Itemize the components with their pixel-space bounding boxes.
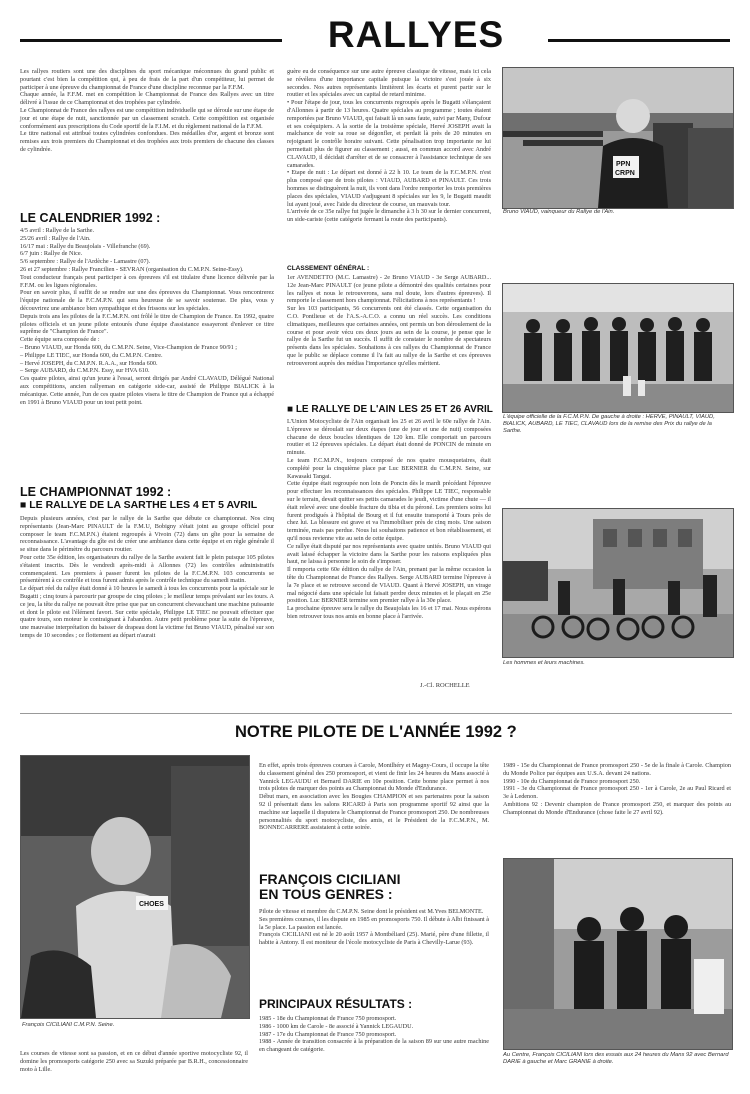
- ain-heading: ■ LE RALLYE DE L'AIN LES 25 ET 26 AVRIL: [287, 404, 493, 415]
- championnat-heading: LE CHAMPIONNAT 1992 :: [20, 485, 172, 499]
- col2-text: guère eu de conséquence sur une autre épreuve classique de vitesse, mais ici cela se révélera d'une importance capitale puisque la victoire s'est jouée à six secondes. Nos autres représentants limitèrent les écarts et purent partir sur le routier et les spéciales avec un capital de retard minime. • Pour l'étape de jour, tous les concurrents regroupés après le Bugatti s'élançaient d'Allonnes à partir de 13 heures. Quatre spéciales au programme ; toutes étaient remportées par Bruno VIAUD, qui faisait là un sans faute, suivi par Many, Dufour et ses coéquipiers. A la sortie de la troisième spéciale, Hervé JOSEPH avait la malchance de voir sa roue se dégonfler, et perdait là près de 20 minutes en rejoignant le contrôle horaire suivant. Cette pénalisation trop importante ne lui permettait plus de figurer au classement ; aussi, en commun accord avec André CLAVAUD, il décidait d'arrêter et de se consacrer à l'assistance technique de ses camarades. • Etape de nuit : Le départ est donné à 22 h 10. Le team de la F.C.M.P.N. n'est plus composé que de trois pilotes : VIAUD, AUBARD et PINAULT. Ces trois hommes se distinguèrent la nuit, ils vont dans l'ordre remporter les trois premières places des spéciales, VIAUD s'adjugeant 8 spéciales sur les 9, le Bugatti maudit lui ayant joué, avec l'aide du directeur de course, un mauvais tour. L'arrivée de ce 35e rallye fut jugée le dimanche à 3 h 30 sur le dernier concurrent, un side-cariste (cette catégorie fermant la route des participants).: [287, 68, 491, 224]
- ain-text: L'Union Motocycliste de l'Ain organisait les 25 et 26 avril le 60e rallye de l'Ain. L'épreuve se déroulait sur deux étapes (une de jour et une de nuit) composées chacune de deux boucles identiques de 120 km. Elle comportait un parcours routier et 12 épreuves spéciales. Le départ était donné de PONCIN de minute en minute. Le team F.C.M.P.N., toujours composé de nos quatre mousquetaires, était complété pour la cinquième place par Luc BERNIER du C.M.P.N. Seine, sur Kawasaki Tangai. Cette équipe était regroupée non loin de Poncin dès le mardi précédant l'épreuve pour effectuer les reconnaissances des spéciales. Philippe LE TIEC, responsable sur le terrain, devait quitter ses petits camarades le jeudi, victime d'une chute — il était relevé avec une double fracture du tibia et du péroné. Les premiers soins lui furent prodigués à l'hôpital de Bourg et il fut ensuite transporté à Tours près de chez lui. La blessure est grave et va l'immobiliser près de cinq mois. Une saison terminée, mais pas perdue. Nous lui souhaitons patience et bon rétablissement, et qu'il nous revienne vite au sein de cette équipe. Ce rallye était disputé par nos représentants avec quatre unités. Bruno VIAUD qui avait laissé échapper la victoire dans la Sarthe pour les raisons expliquées plus haut, ne laissa à personne le soin de s'imposer. Il remporta cette 60e édition du rallye de l'Ain, prenant par la même occasion la tête du Championnat de France des Rallyes. Serge AUBARD termine l'épreuve à la 7e place et se retrouve second de VIAUD. Quant à Hervé JOSEPH, un virage mal négocié dans une spéciale lui faisait perdre deux minutes et le plaçait en 25e position. Luc BERNIER termine son premier rallye à la 30e place. La prochaine épreuve sera le rallye du Beaujolais les 16 et 17 mai. Nous espérons bien retrouver tous nos amis en bonne place à l'arrivée.: [287, 418, 491, 620]
- ciciliani-portrait-image: [21, 756, 249, 1018]
- pilote-intro-right: 1989 - 15e du Championnat de France promosport 250 - 5e de la finale à Carole. Champion du Monde Police par équipes aux U.S.A. devant 24 nations. 1990 - 10e du Championnat de France promosport 250. 1991 - 3e du Championnat de France promosport 250 - 1er à Carole, 2e au Paul Ricard et 3e à Ledenon. Ambitions 92 : Devenir champion de France promosport 250, et marquer des points au Championnat du Monde d'Endurance (chose faite le 27 avril 92).: [503, 762, 731, 816]
- results-heading: PRINCIPAUX RÉSULTATS :: [259, 997, 413, 1011]
- caption-bruno-viaud: Bruno VIAUD, vainqueur du Rallye de l'Ain.: [503, 209, 615, 215]
- calendar-text: 4/5 avril : Rallye de la Sarthe. 25/26 avril : Rallye de l'Ain. 16/17 mai : Rallye du Beaujolais - Villefranche (69). 6/7 juin : Rallye de Nice. 5/6 septembre : Rallye de l'Ardèche - Lamastre (07). 26 et 27 septembre : Rallye Francilien - SEVRAN (organisation du C.M.P.N. Seine-Essy). Tout conducteur français peut participer à ces épreuves s'il est titulaire d'une licence délivrée par la F.F.M. ou les ligues régionales. Pour en savoir plus, il suffit de se rendre sur une des épreuves du Championnat. Vous rencontrerez l'équipe nationale de la F.C.M.P.N. qui sera heureuse de se savoir soutenue. De plus, vous y découvrirez une ambiance bien sympathique et des frissons sur les spéciales. Depuis trois ans les pilotes de la F.C.M.P.N. ont frôlé le titre de Champion de France. En 1992, quatre pilotes officiels et un jeune pilote entourés d'une équipe d'assistance essayeront d'enlever ce titre suprême de "Champion de France". Cette équipe sera composée de : – Bruno VIAUD, sur Honda 600, du C.M.P.N. Seine, Vice-Champion de France 90/91 ; – Philippe LE TIEC, sur Honda 600, du C.M.P.N. Centre. – Hervé JOSEPH, du C.M.P.N. R.A.A., sur Honda 600. – Serge AUBARD, du C.M.P.N. Essy, sur HVA 610. Ces quatre pilotes, ainsi qu'un jeune à l'essai, seront dirigés par André CLAVAUD, Délégué National aux compétitions, ancien rallyeman en catégorie side-car, assisté de Philippe BIALICK à la mécanique. Cette année, l'un de ces quatre pilotes visera le titre de Champion de France qui a échappé en 1991 à Bruno VIAUD pour un tout petit point.: [20, 227, 274, 406]
- signature: J.-Cl. ROCHELLE: [420, 682, 470, 689]
- intro-text: Les rallyes routiers sont une des disciplines du sport mécanique méconnues du grand public et pourtant c'est bien la compétition qui, à peu de frais de la part d'un compétiteur, lui permet de participer à une épreuve du championnat de France d'une discipline reconnue par la F.F.M. Chaque année, la F.F.M. met en compétition le Championnat de France des Rallyes avec un titre délivré à l'issue de ce Championnat et des trophées par cylindrée. Le Championnat de France des rallyes est une compétition individuelle qui se déroule sur une étape de jour et une étape de nuit, sanctionnée par un classement scratch. Cette compétition est organisée conformément aux prescriptions du Code sportif de la F.I.M. et du règlement national de la F.F.M. Le titre national est attribué toutes cylindrées confondues. Des médailles d'or, argent et bronze sont remises aux trois premiers du Championnat et des trophées aux trois premiers de chacune des classes de cylindrée.: [20, 68, 274, 153]
- classement-text: 1er AVENDETTO (M.C. Lamastre) - 2e Bruno VIAUD - 3e Serge AUBARD... 12e Jean-Marc PINAULT (ce jeune pilote a démontré des qualités certaines pour les rallyes et nous le retrouverons, sans nul doute, lors d'autres épreuves). Il remporte le classement hors championnat. Félicitations à nos représentants ! Sur les 103 participants, 56 concurrents ont été classés. Cette organisation du C.O. Pontlieue et de l'A.S.-A.C.O. a connu un réel succès. Les conditions climatiques, meilleures que certaines années, ont permis un bon déroulement de la course et pour avoir vécu ces deux jours au sein de la course, je pense que le rallye de la Sarthe fut un succès. Il suffit de constater le nombre de spectateurs présents dans les spéciales. Souhaitons à ces rallyes du Championnat de France que le public se déplace comme il l'a fait au rallye de la Sarthe et ces épreuves retrouveront auprès des médias l'importance qu'elles méritent.: [287, 274, 491, 367]
- calendar-heading: LE CALENDRIER 1992 :: [20, 211, 161, 225]
- bib-text-2: CRPN: [615, 170, 635, 177]
- left-col-text: Les courses de vitesse sont sa passion, et en ce début d'année sportive motocycliste 92, il domine les promosports catégorie 250 avec sa Suzuki préparée par B.R.H., concessionnaire moto à Lille.: [20, 1050, 248, 1073]
- badge-text: CHOES: [139, 901, 164, 908]
- sarthe-heading: ■ LE RALLYE DE LA SARTHE LES 4 ET 5 AVRIL: [20, 499, 258, 511]
- pilote-title: NOTRE PILOTE DE L'ANNÉE 1992 ?: [235, 723, 517, 741]
- photo-equipe: [502, 283, 734, 413]
- caption-mans: Au Centre, François CICILIANI lors des essais aux 24 heures du Mans 92 avec Bernard DARIE à gauche et Marc GRANIE à droite.: [503, 1052, 729, 1065]
- bio-text: Pilote de vitesse et membre du C.M.P.N. Seine dont le président est M.Yves BELMONTE. Ses premières courses, il les dispute en 1985 en promosports 750. Il débute à Albi finissant à la 5e place. La passion est lancée. François CICILIANI est né le 20 août 1957 à Montbéliard (25). Marié, père d'une fillette, il habite à Antony. Il est moniteur de l'école motocycliste de Paris à Chevilly-Larue (93).: [259, 908, 489, 947]
- ciciliani-heading: FRANÇOIS CICILIANI EN TOUS GENRES :: [259, 871, 401, 902]
- classement-heading: CLASSEMENT GÉNÉRAL :: [287, 265, 370, 272]
- team-photo-image: [503, 284, 733, 412]
- rider-portrait-image: [503, 68, 733, 208]
- caption-equipe: L'équipe officielle de la F.C.M.P.N. De gauche à droite : HERVE, PINAULT, VIAUD, BIALICK, AUBARD, LE TIEC, CLAVAUD lors de la remise des Prix du rallye de la Sarthe.: [503, 414, 715, 434]
- photo-ciciliani: [20, 755, 250, 1019]
- photo-machines: [502, 508, 734, 658]
- caption-ciciliani: François CICILIANI C.M.P.N. Seine.: [22, 1022, 115, 1028]
- machines-photo-image: [503, 509, 733, 657]
- le-mans-photo-image: [504, 859, 732, 1049]
- header-left-rule: [20, 39, 282, 42]
- section-divider: [20, 713, 732, 714]
- photo-mans: [503, 858, 733, 1050]
- photo-bruno-viaud: [502, 67, 734, 209]
- bib-text-1: PPN: [616, 161, 631, 168]
- pilote-intro-left: En effet, après trois épreuves courues à Carole, Montlhéry et Magny-Cours, il occupe la tête du classement général des 250 promosport, et vient de finir les 24 heures du Mans associé à Yannick LEGAUDU et Bernard DARIE en 10e position. Cette bonne place permet à nos trois pilotes de marquer des points au Championnat du Monde d'Endurance. Début mars, en association avec les Bougies CHAMPION et ses partenaires pour la saison 92 il présentait dans les salons RICARD à Paris son programme sportif 92 ainsi que la machine sur laquelle il disputera le Championnat de France promosport 250. De nombreuses personnalités du sport motocycliste, des amis, et le Président de la F.C.M.P.N., M. BONNECARRERE assistaient à cette soirée.: [259, 762, 489, 832]
- header-right-rule: [548, 39, 730, 42]
- sarthe-text: Depuis plusieurs années, c'est par le rallye de la Sarthe que débute ce championnat. Nos cinq représentants (Jean-Marc PINAULT de la F.M.U, Bobigny s'était joint au groupe officiel pour composer le team F.C.M.P.N.) étaient regroupés à Vivoin (72) dans un gîte pour la semaine de reconnaissance. L'avantage du gîte est de créer une ambiance dans cette équipe et en règle générale il se situe dans le périmètre du parcours routier. Pour cette 35e édition, les organisateurs du rallye de la Sarthe avaient fait le plein puisque 105 pilotes s'étaient inscrits. Dès le vendredi après-midi à Allonnes (72) les contrôles administratifs commençaient. Les premiers à passer furent les pilotes de la F.C.M.P.N. 103 concurrents se présentèrent à ce contrôle et tous furent admis après le contrôle technique du samedi matin. Le départ réel du rallye était donné à 10 heures le samedi à tous les concurrents pour la spéciale sur le Bugatti ; cinq tours à parcourir par groupe de cinq pilotes ; le meilleur temps prévalant sur les tours. A ce jeu, la tête du rallye ne pouvait être prise que par un concurrent chevauchant une machine puissante et dont le pilote est l'élément favori. Sur cette spéciale, Philippe LE TIEC ne pouvait effectuer que quatre tours, son moteur le contraignant à l'abandon. Autre petit problème pour la suite de l'épreuve, une mauvaise interprétation du baisser de drapeau dont la victime fut Bruno VIAUD, pénalisé sur son temps de 10 secondes ; ce flottement au départ n'aurait: [20, 515, 274, 639]
- page-title: RALLYES: [327, 14, 505, 55]
- results-text: 1985 - 18e du Championnat de France 750 promosport. 1986 - 1000 km de Carole - 8e associé à Yannick LEGAUDU. 1987 - 17e du Championnat de France 750 promosport. 1988 - Année de transition consacrée à la préparation de la saison 89 sur une autre machine en changeant de catégorie.: [259, 1015, 489, 1054]
- caption-machines: Les hommes et leurs machines.: [503, 660, 585, 666]
